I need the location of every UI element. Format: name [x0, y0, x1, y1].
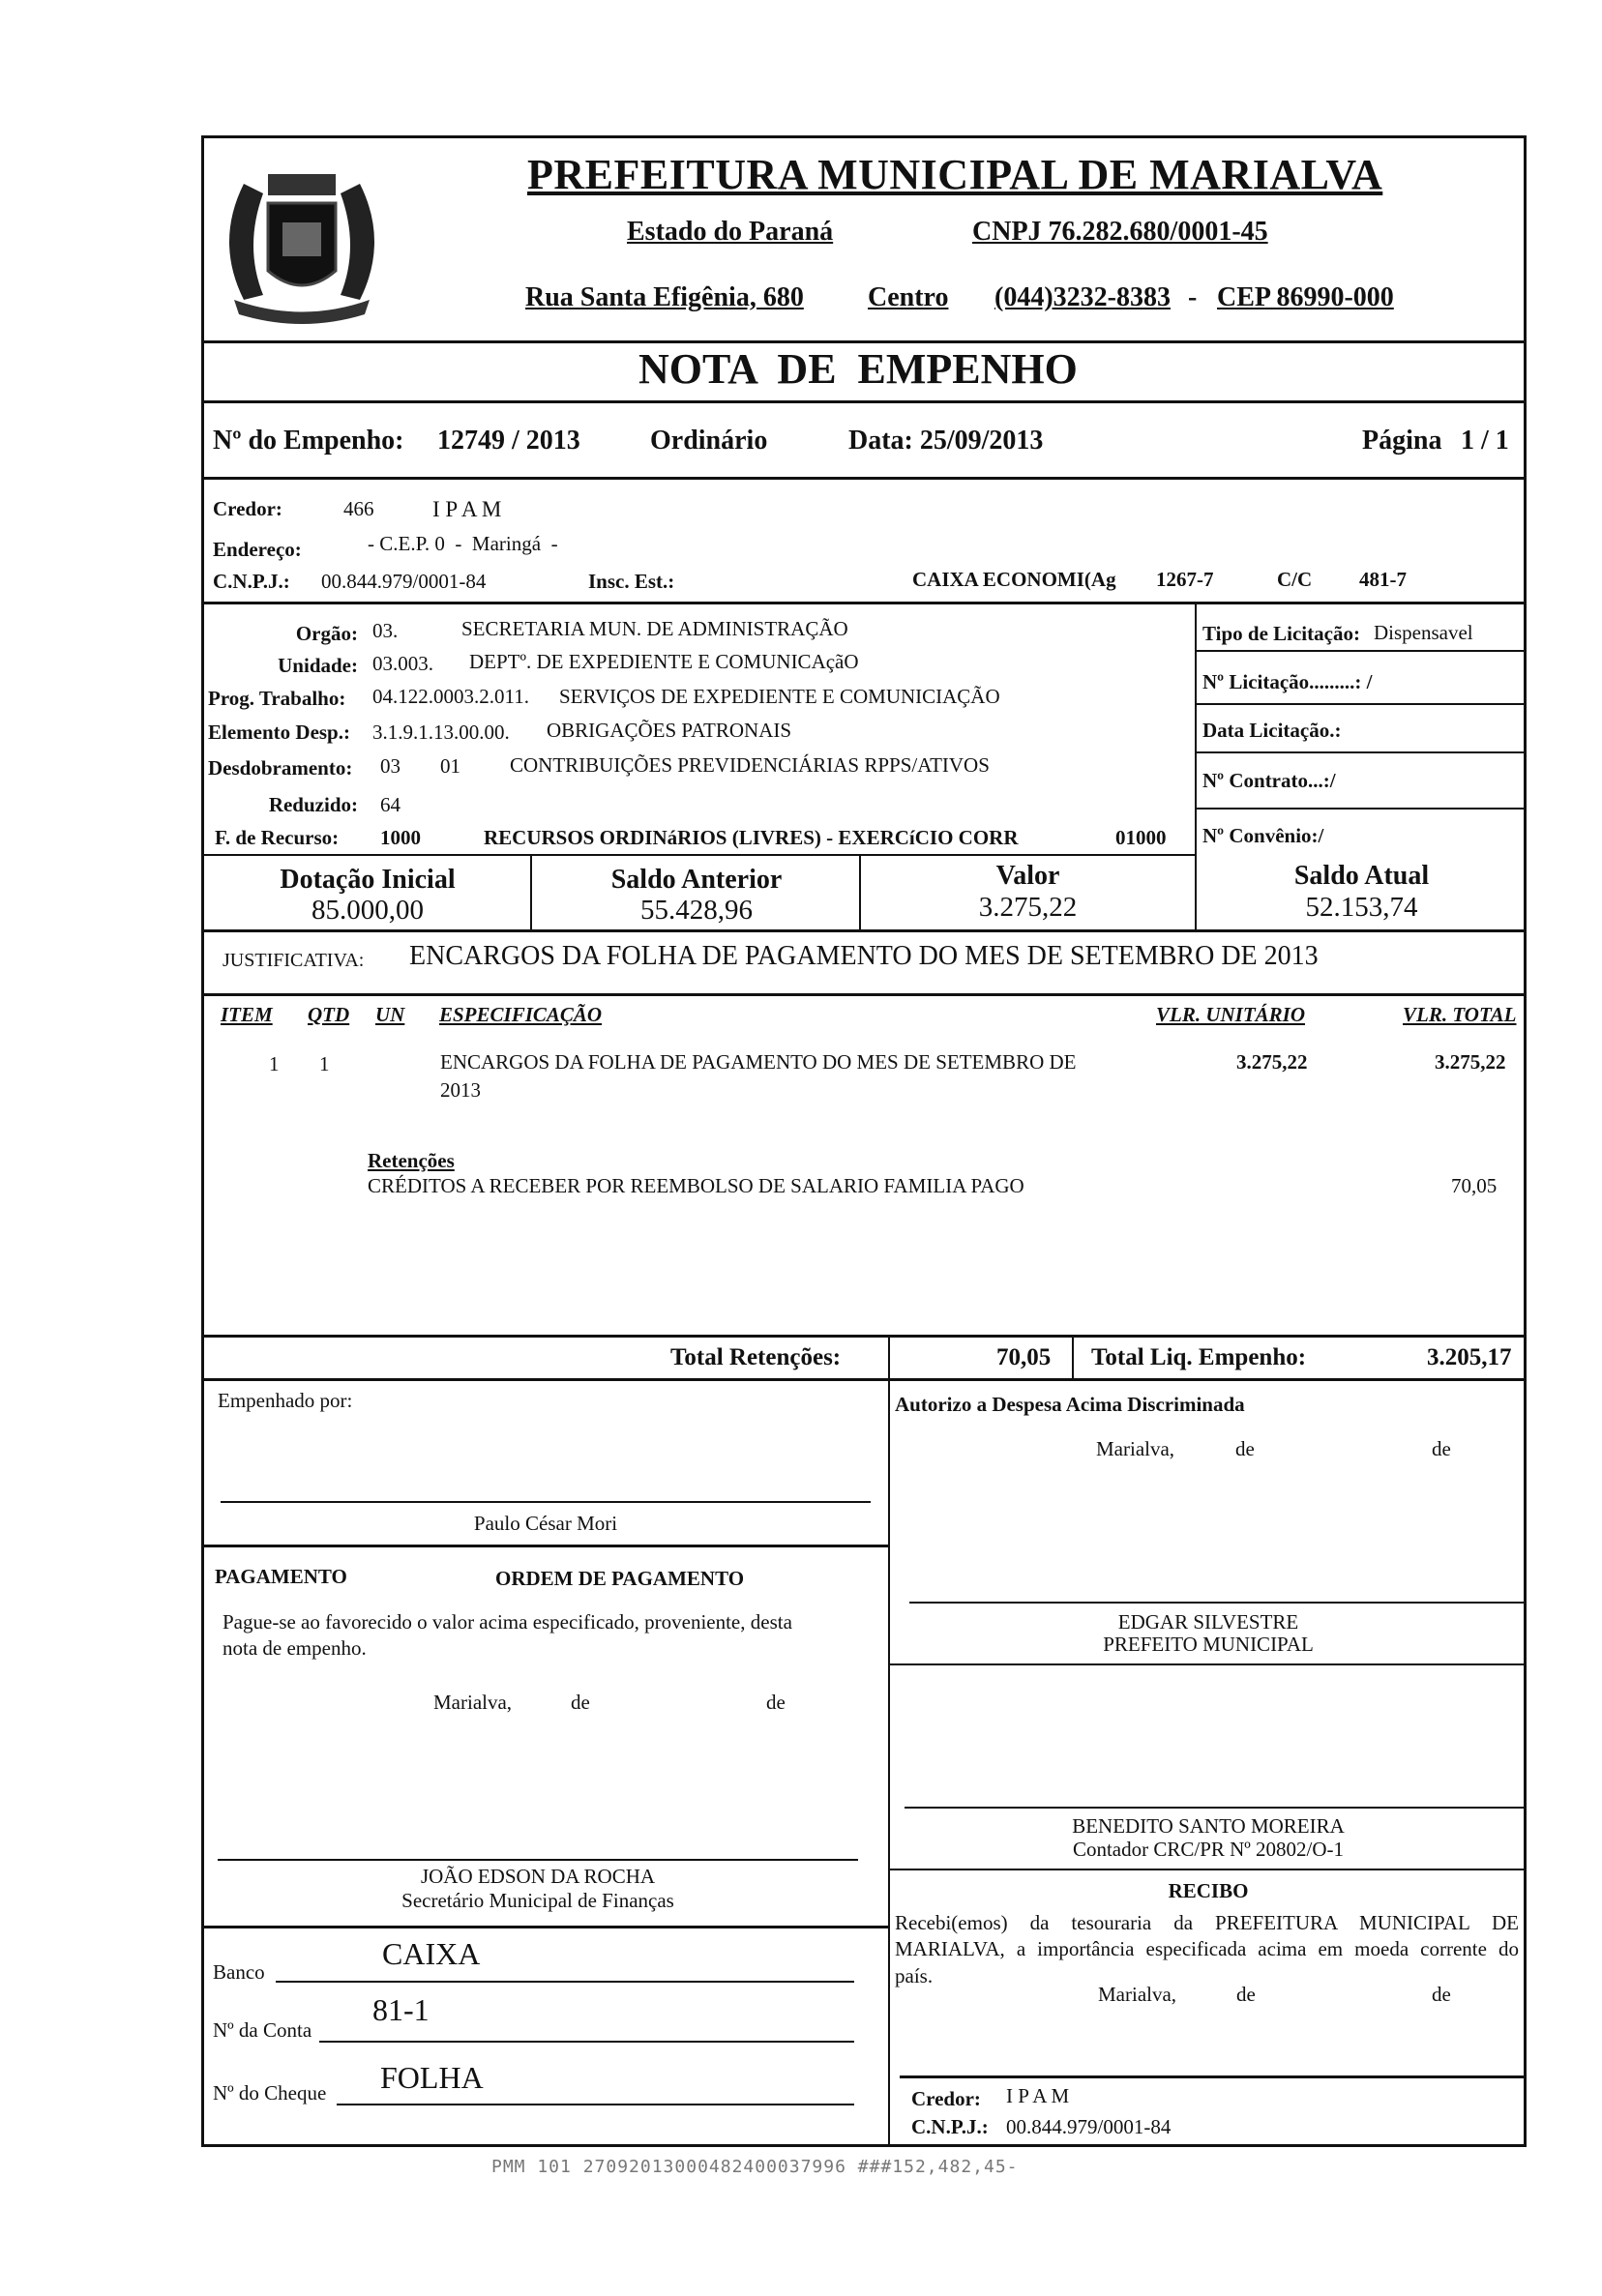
- divider: [201, 854, 1195, 856]
- divider: [201, 1926, 888, 1928]
- endereco-label: Endereço:: [213, 538, 302, 561]
- saldo-anterior-label: Saldo Anterior: [610, 865, 783, 895]
- divider: [201, 993, 1527, 996]
- divider: [888, 1869, 1527, 1870]
- recibo-title: RECIBO: [1168, 1879, 1249, 1902]
- signature-line: [218, 1859, 858, 1861]
- orgao-code: 03.: [372, 619, 399, 642]
- col-item: ITEM: [221, 1003, 273, 1026]
- tipo-label: Tipo de Licitação:: [1202, 622, 1360, 645]
- credor-bank: CAIXA ECONOMI(Ag: [912, 568, 1116, 591]
- divider: [201, 477, 1527, 480]
- recibo-line2: MARIALVA, a importância especificada acima em moeda corrente do: [895, 1937, 1519, 1960]
- justificativa-label: JUSTIFICATIVA:: [222, 950, 365, 971]
- divider: [201, 1545, 888, 1547]
- dotacao-label: Dotação Inicial: [280, 865, 456, 895]
- rec-code2: 01000: [1115, 826, 1167, 849]
- divider: [888, 1335, 890, 1378]
- divider: [1195, 650, 1527, 652]
- justificativa-text: ENCARGOS DA FOLHA DE PAGAMENTO DO MES DE SETEMBRO DE 2013: [409, 941, 1319, 971]
- item-spec-line1: ENCARGOS DA FOLHA DE PAGAMENTO DO MES DE SETEMBRO DE: [440, 1050, 1077, 1074]
- page-label: Página: [1362, 426, 1442, 456]
- divider: [1195, 703, 1527, 705]
- bottom-credor: I P A M: [1006, 2084, 1070, 2107]
- pague-de2: de: [766, 1691, 786, 1714]
- dotacao-value: 85.000,00: [312, 895, 424, 926]
- recibo-de2: de: [1432, 1983, 1451, 2006]
- item-spec-line2: 2013: [440, 1078, 481, 1102]
- insc-label: Insc. Est.:: [588, 570, 675, 593]
- conta-value: 81-1: [372, 1992, 430, 2027]
- credor-name: I P A M: [432, 497, 502, 521]
- prefeitura-title: PREFEITURA MUNICIPAL DE MARIALVA: [527, 151, 1383, 198]
- field-line: [276, 1981, 854, 1983]
- bottom-cnpj: 00.844.979/0001-84: [1006, 2115, 1172, 2138]
- divider: [888, 1378, 890, 2147]
- desd: CONTRIBUIÇÕES PREVIDENCIÁRIAS RPPS/ATIVOS: [510, 753, 990, 777]
- header-dash: -: [1188, 282, 1198, 312]
- cc-label: C/C: [1277, 568, 1313, 591]
- banco-value: CAIXA: [382, 1936, 481, 1971]
- rec: RECURSOS ORDINáRIOS (LIVRES) - EXERCíCIO CORR: [484, 826, 1019, 849]
- orgao-label: Orgão:: [295, 622, 358, 645]
- divider: [888, 1663, 1527, 1665]
- item-qtd: 1: [319, 1052, 330, 1075]
- unidade-code: 03.003.: [372, 652, 433, 675]
- header-phone: (044)3232-8383: [994, 282, 1171, 312]
- credor-label: Credor:: [213, 497, 282, 520]
- empenho-type: Ordinário: [650, 426, 768, 456]
- orgao: SECRETARIA MUN. DE ADMINISTRAÇÃO: [461, 617, 848, 640]
- recibo-city: Marialva,: [1098, 1983, 1177, 2006]
- header-cnpj: CNPJ 76.282.680/0001-45: [972, 217, 1268, 247]
- red-label: Reduzido:: [268, 793, 358, 816]
- credor-ag: 1267-7: [1156, 568, 1214, 591]
- divider: [201, 1335, 1527, 1338]
- item-total-value: 3.275,22: [1435, 1050, 1506, 1074]
- footer-code: PMM 101 27092013000482400037996 ###152,482,45-: [491, 2157, 1019, 2177]
- rec-label: F. de Recurso:: [215, 826, 340, 849]
- tipo: Dispensavel: [1374, 621, 1473, 644]
- licitacao-data: Data Licitação.:: [1202, 719, 1342, 742]
- recibo-line3: país.: [895, 1964, 934, 1987]
- endereco: - C.E.P. 0 - Maringá -: [368, 532, 558, 555]
- col-total: VLR. TOTAL: [1403, 1003, 1517, 1026]
- col-spec: ESPECIFICAÇÃO: [439, 1003, 603, 1026]
- prog-code: 04.122.0003.2.011.: [372, 685, 529, 708]
- empenhado-label: Empenhado por:: [218, 1389, 353, 1412]
- page-number: 1 / 1: [1461, 426, 1509, 456]
- total-retencoes-value: 70,05: [996, 1344, 1052, 1370]
- divider: [201, 340, 1527, 343]
- valor-label: Valor: [995, 861, 1060, 891]
- convenio: Nº Convênio:/: [1202, 824, 1324, 847]
- unidade-label: Unidade:: [278, 654, 358, 677]
- secretario-title: Secretário Municipal de Finanças: [401, 1889, 674, 1912]
- field-line: [337, 2104, 854, 2105]
- elem: OBRIGAÇÕES PATRONAIS: [547, 719, 792, 742]
- saldo-atual-value: 52.153,74: [1305, 892, 1418, 923]
- retencoes-text: CRÉDITOS A RECEBER POR REEMBOLSO DE SALARIO FAMILIA PAGO: [368, 1174, 1024, 1197]
- contrato: Nº Contrato...:/: [1202, 769, 1336, 792]
- col-un: UN: [375, 1003, 405, 1026]
- empenhado-name: Paulo César Mori: [473, 1512, 618, 1535]
- pague-de1: de: [571, 1691, 590, 1714]
- prog: SERVIÇOS DE EXPEDIENTE E COMUNICIAÇÃO: [559, 685, 1000, 708]
- cheque-value: FOLHA: [380, 2060, 484, 2095]
- header-cep: CEP 86990-000: [1217, 282, 1394, 312]
- signature-line: [900, 2075, 1527, 2078]
- autorizo-label: Autorizo a Despesa Acima Discriminada: [895, 1393, 1245, 1416]
- item-unit-value: 3.275,22: [1236, 1050, 1308, 1074]
- red: 64: [380, 793, 400, 816]
- conta-label: Nº da Conta: [213, 2018, 312, 2042]
- header-address: Rua Santa Efigênia, 680: [525, 282, 804, 312]
- elem-code: 3.1.9.1.13.00.00.: [372, 721, 510, 744]
- rec-code: 1000: [380, 826, 421, 849]
- state-name: Estado do Paraná: [627, 217, 834, 247]
- divider: [201, 1378, 1527, 1381]
- empenho-num: 12749 / 2013: [437, 426, 580, 456]
- desd-code1: 03: [380, 754, 400, 778]
- total-liq-label: Total Liq. Empenho:: [1091, 1344, 1307, 1370]
- contador-title: Contador CRC/PR Nº 20802/O-1: [1072, 1838, 1345, 1861]
- signature-line: [221, 1501, 871, 1503]
- ordem-label: ORDEM DE PAGAMENTO: [495, 1567, 745, 1590]
- credor-cnpj: 00.844.979/0001-84: [321, 570, 487, 593]
- divider: [1195, 808, 1527, 809]
- divider: [1195, 751, 1527, 753]
- divider: [201, 929, 1527, 932]
- divider: [1072, 1335, 1074, 1378]
- credor-cc: 481-7: [1359, 568, 1407, 591]
- autorizo-city: Marialva,: [1096, 1437, 1175, 1460]
- bottom-cnpj-label: C.N.P.J.:: [911, 2115, 989, 2138]
- valor-value: 3.275,22: [978, 892, 1078, 923]
- autorizo-de2: de: [1432, 1437, 1451, 1460]
- col-qtd: QTD: [308, 1003, 350, 1026]
- elem-label: Elemento Desp.:: [208, 721, 350, 744]
- pague-line1: Pague-se ao favorecido o valor acima especificado, proveniente, desta: [222, 1610, 792, 1634]
- col-unit: VLR. UNITÁRIO: [1156, 1003, 1306, 1026]
- recibo-line1: Recebi(emos) da tesouraria da PREFEITURA MUNICIPAL DE: [895, 1911, 1519, 1934]
- pague-city: Marialva,: [433, 1691, 513, 1714]
- unidade: DEPTº. DE EXPEDIENTE E COMUNICAçãO: [469, 650, 859, 673]
- field-line: [319, 2041, 854, 2043]
- signature-line: [909, 1602, 1527, 1604]
- autorizo-de1: de: [1235, 1437, 1255, 1460]
- cnpj-label: C.N.P.J.:: [213, 570, 290, 593]
- secretario-name: JOÃO EDSON DA ROCHA: [420, 1865, 656, 1888]
- pagamento-label: PAGAMENTO: [215, 1565, 347, 1588]
- prefeito-name: EDGAR SILVESTRE: [1117, 1610, 1299, 1634]
- desd-code2: 01: [440, 754, 460, 778]
- header-district: Centro: [868, 282, 949, 312]
- saldo-atual-label: Saldo Atual: [1293, 861, 1430, 891]
- contador-name: BENEDITO SANTO MOREIRA: [1072, 1814, 1345, 1838]
- licitacao-num: Nº Licitação.........: /: [1202, 670, 1373, 693]
- saldo-anterior-value: 55.428,96: [640, 895, 753, 926]
- total-retencoes-label: Total Retenções:: [670, 1344, 842, 1370]
- prefeito-title: PREFEITO MUNICIPAL: [1103, 1633, 1314, 1656]
- cheque-label: Nº do Cheque: [213, 2081, 327, 2105]
- retencoes-label: Retenções: [368, 1149, 455, 1172]
- desd-label: Desdobramento:: [208, 756, 353, 780]
- empenho-date: Data: 25/09/2013: [848, 426, 1044, 456]
- doc-title: NOTA DE EMPENHO: [638, 345, 1078, 393]
- prog-label: Prog. Trabalho:: [208, 687, 346, 710]
- item-number: 1: [269, 1052, 280, 1075]
- total-liq-value: 3.205,17: [1427, 1344, 1512, 1370]
- pague-line2: nota de empenho.: [222, 1636, 367, 1660]
- empenho-num-label: Nº do Empenho:: [213, 426, 404, 456]
- divider: [201, 400, 1527, 403]
- bottom-credor-label: Credor:: [911, 2087, 981, 2110]
- retencoes-value: 70,05: [1451, 1174, 1498, 1197]
- recibo-de1: de: [1236, 1983, 1256, 2006]
- signature-line: [905, 1807, 1527, 1809]
- banco-label: Banco: [213, 1960, 265, 1984]
- credor-code: 466: [343, 497, 374, 520]
- coat-of-arms-logo: [205, 155, 399, 339]
- divider: [201, 602, 1527, 604]
